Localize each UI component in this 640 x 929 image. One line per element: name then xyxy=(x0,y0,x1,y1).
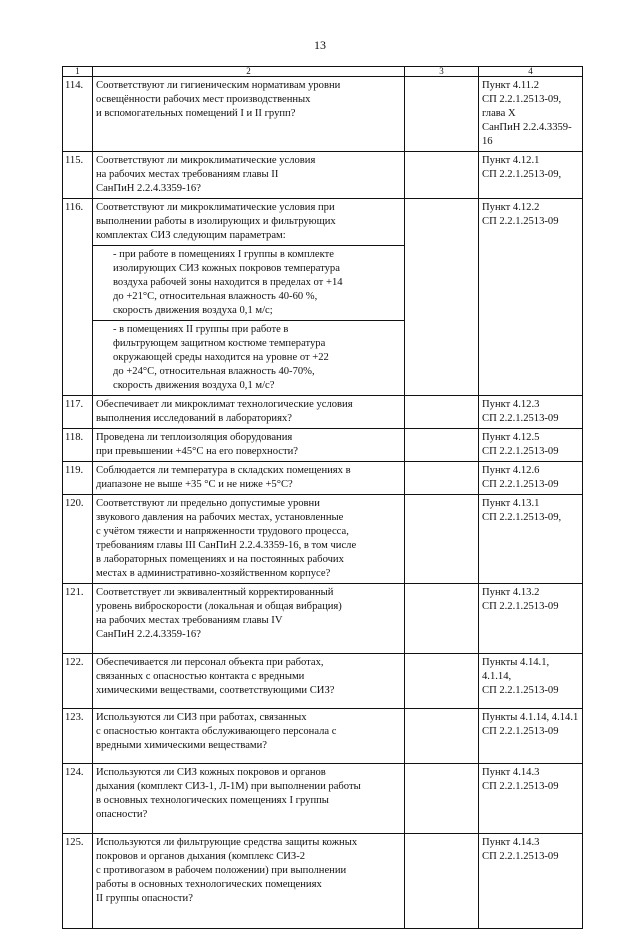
row-answer-cell xyxy=(405,152,479,199)
row-reference: Пункты 4.1.14, 4.14.1 СП 2.2.1.2513-09 xyxy=(479,709,583,764)
row-reference: Пункт 4.13.2 СП 2.2.1.2513-09 xyxy=(479,584,583,654)
row-answer-cell xyxy=(405,495,479,584)
row-number: 115. xyxy=(63,152,93,199)
row-question: Используются ли фильтрующие средства защиты кожных покровов и органов дыхания (комплекс СИЗ-2 с противогазом в рабочем положении) при выполнении работы в основных технологических помещениях II группы опасности? xyxy=(93,834,405,929)
table-row xyxy=(63,199,583,246)
table-row xyxy=(63,654,583,709)
row-number: 119. xyxy=(63,462,93,495)
row-number: 121. xyxy=(63,584,93,654)
row-reference: Пункт 4.13.1 СП 2.2.1.2513-09, xyxy=(479,495,583,584)
col-header-1: 1 xyxy=(63,67,93,77)
row-reference: Пункт 4.12.1 СП 2.2.1.2513-09, xyxy=(479,152,583,199)
page-number: 13 xyxy=(314,38,326,52)
row-question: Используются ли СИЗ кожных покровов и органов дыхания (комплект СИЗ-1, Л-1М) при выполнении работы в основных технологических помещениях I группы опасности? xyxy=(93,764,405,834)
row-reference: Пункт 4.12.5 СП 2.2.1.2513-09 xyxy=(479,429,583,462)
row-question: Соблюдается ли температура в складских помещениях в диапазоне не выше +35 °С и не ниже +5°С? xyxy=(93,462,405,495)
checklist-table xyxy=(62,66,582,929)
row-answer-cell xyxy=(405,462,479,495)
table-row xyxy=(63,709,583,764)
col-header-3: 3 xyxy=(405,67,479,77)
row-number: 116. xyxy=(63,199,93,396)
row-number: 124. xyxy=(63,764,93,834)
table-row xyxy=(63,77,583,152)
row-question: Соответствуют ли предельно допустимые уровни звукового давления на рабочих местах, установленные с учётом тяжести и напряженности трудового процесса, требованиям главы III СанПиН 2.2.4.3359-16, в том числе в лабораторных помещениях и на постоянных рабочих местах в административно-хозяйственном корпусе? xyxy=(93,495,405,584)
row-answer-cell xyxy=(405,709,479,764)
table-row xyxy=(63,396,583,429)
row-number: 123. xyxy=(63,709,93,764)
row-number: 122. xyxy=(63,654,93,709)
table-row xyxy=(63,429,583,462)
row-question: Обеспечивает ли микроклимат технологические условия выполнения исследований в лабораториях? xyxy=(93,396,405,429)
row-subcondition: - в помещениях II группы при работе в фильтрующем защитном костюме температура окружающей среды находится на уровне от +22 до +24°С, относительная влажность 40-70%, скорость движения воздуха 0,1 м/с? xyxy=(93,321,405,396)
row-question: Используются ли СИЗ при работах, связанных с опасностью контакта обслуживающего персонала с вредными химическими веществами? xyxy=(93,709,405,764)
row-number: 120. xyxy=(63,495,93,584)
row-answer-cell xyxy=(405,199,479,396)
row-number: 118. xyxy=(63,429,93,462)
row-subcondition: - при работе в помещениях I группы в комплекте изолирующих СИЗ кожных покровов температура воздуха рабочей зоны находится в пределах от +14 до +21°С, относительная влажность 40-60 %, скорость движения воздуха 0,1 м/с; xyxy=(93,246,405,321)
row-reference: Пункт 4.14.3 СП 2.2.1.2513-09 xyxy=(479,834,583,929)
row-question: Соответствуют ли микроклиматические условия при выполнении работы в изолирующих и фильтрующих комплектах СИЗ следующим параметрам: xyxy=(93,199,405,246)
row-answer-cell xyxy=(405,429,479,462)
col-header-4: 4 xyxy=(479,67,583,77)
col-header-2: 2 xyxy=(93,67,405,77)
table-row xyxy=(63,462,583,495)
row-question: Соответствуют ли гигиеническим нормативам уровни освещённости рабочих мест производственных и вспомогательных помещений I и II групп? xyxy=(93,77,405,152)
row-reference: Пункт 4.14.3 СП 2.2.1.2513-09 xyxy=(479,764,583,834)
row-reference: Пункты 4.14.1, 4.1.14, СП 2.2.1.2513-09 xyxy=(479,654,583,709)
row-reference: Пункт 4.12.2 СП 2.2.1.2513-09 xyxy=(479,199,583,396)
row-answer-cell xyxy=(405,396,479,429)
row-answer-cell xyxy=(405,77,479,152)
row-number: 114. xyxy=(63,77,93,152)
row-question: Соответствуют ли микроклиматические условия на рабочих местах требованиям главы II СанПиН 2.2.4.3359-16? xyxy=(93,152,405,199)
row-answer-cell xyxy=(405,584,479,654)
header-row xyxy=(63,67,583,77)
table-row xyxy=(63,495,583,584)
row-answer-cell xyxy=(405,834,479,929)
table-row xyxy=(63,584,583,654)
row-number: 117. xyxy=(63,396,93,429)
table-row xyxy=(63,152,583,199)
row-reference: Пункт 4.11.2 СП 2.2.1.2513-09, глава X СанПиН 2.2.4.3359-16 xyxy=(479,77,583,152)
row-number: 125. xyxy=(63,834,93,929)
row-answer-cell xyxy=(405,654,479,709)
row-answer-cell xyxy=(405,764,479,834)
row-reference: Пункт 4.12.3 СП 2.2.1.2513-09 xyxy=(479,396,583,429)
table-row xyxy=(63,834,583,929)
row-question: Соответствует ли эквивалентный корректированный уровень виброскорости (локальная и общая вибрация) на рабочих местах требованиям главы IV СанПиН 2.2.4.3359-16? xyxy=(93,584,405,654)
row-reference: Пункт 4.12.6 СП 2.2.1.2513-09 xyxy=(479,462,583,495)
row-question: Проведена ли теплоизоляция оборудования при превышении +45°С на его поверхности? xyxy=(93,429,405,462)
row-question: Обеспечивается ли персонал объекта при работах, связанных с опасностью контакта с вредными химическими веществами, соответствующими СИЗ? xyxy=(93,654,405,709)
table-row xyxy=(63,764,583,834)
